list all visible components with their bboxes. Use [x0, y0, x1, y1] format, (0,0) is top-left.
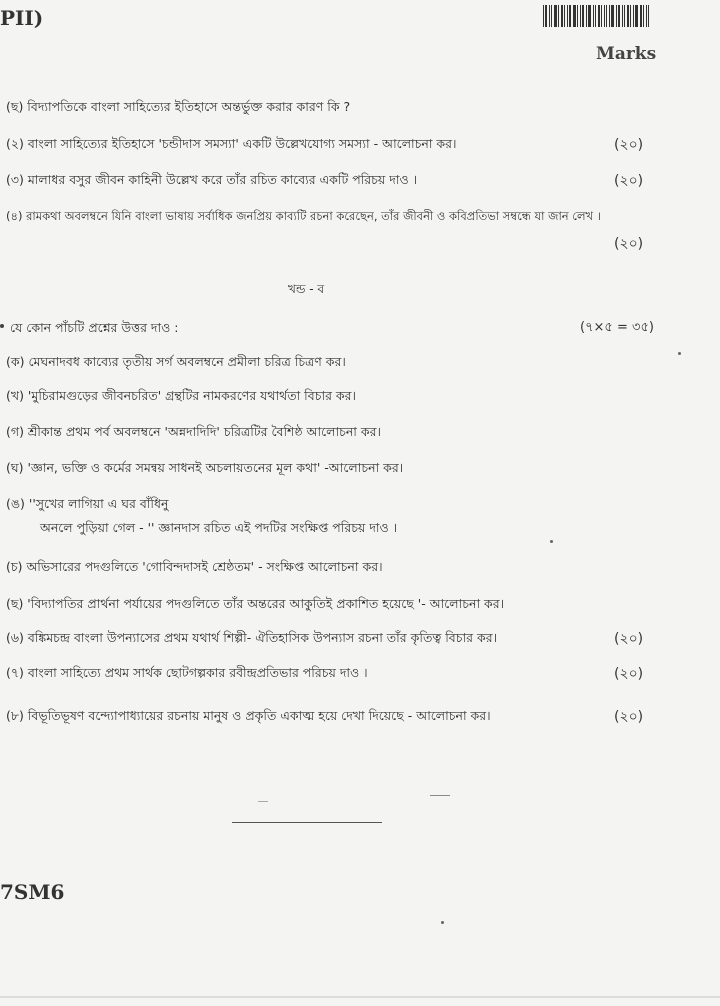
- barcode-stripe: [564, 5, 565, 27]
- question-kha: (খ) 'মুচিরামগুড়ের জীবনচরিত' গ্রন্থটির নামকরণের যথার্থতা বিচার কর।: [6, 388, 357, 403]
- marks-q7: (২০): [614, 666, 644, 682]
- barcode-stripe: [627, 5, 629, 27]
- barcode-stripe: [643, 5, 644, 27]
- barcode-stripe: [549, 5, 550, 27]
- question-6: (৬) বঙ্কিমচন্দ্র বাংলা উপন্যাসের প্রথম যথার্থ শিল্পী- ঐতিহাসিক উপন্যাস রচনা তাঁর কৃতিত্ব বিচার কর।: [6, 630, 498, 645]
- barcode-stripe: [616, 5, 617, 27]
- barcode-stripe: [606, 5, 607, 27]
- question-ga: (গ) শ্রীকান্ত প্রথম পর্ব অবলম্বনে 'অন্নদাদিদি' চরিত্রটির বৈশিষ্ঠ আলোচনা কর।: [6, 424, 381, 439]
- bullet-dot: [0, 324, 4, 328]
- marks-q4: (২০): [614, 236, 644, 252]
- question-gha: (ঘ) 'জ্ঞান, ভক্তি ও কর্মের সমন্বয় সাধনই অচলায়তনের মূল কথা' -আলোচনা কর।: [6, 460, 404, 475]
- barcode-stripe: [633, 5, 634, 27]
- barcode-stripe: [635, 5, 638, 27]
- barcode-icon: [543, 5, 650, 27]
- scan-dot: [550, 540, 553, 543]
- paper-code-footer: 7SM6: [0, 880, 65, 904]
- barcode-stripe: [622, 5, 623, 27]
- barcode-stripe: [640, 5, 642, 27]
- scan-dot: [678, 352, 681, 355]
- question-8: (৮) বিভূতিভূষণ বন্দ্যোপাধ্যায়ের রচনায় মানুষ ও প্রকৃতি একাত্ম হয়ে দেখা দিয়েছে - আলোচনা কর।: [6, 708, 491, 723]
- barcode-stripe: [577, 5, 578, 27]
- barcode-stripe: [648, 5, 649, 27]
- marks-label: Marks: [596, 44, 657, 64]
- barcode-stripe: [595, 5, 596, 27]
- barcode-stripe: [611, 5, 614, 27]
- barcode-stripe: [604, 5, 606, 27]
- section-b-marks: (৭×৫ = ৩৫): [580, 320, 654, 335]
- barcode-stripe: [630, 5, 631, 27]
- barcode-stripe: [586, 5, 587, 27]
- question-uma-line2: অনলে পুড়িয়া গেল - '' জ্ঞানদাস রচিত এই পদটির সংক্ষিপ্ত পরিচয় দাও ।: [40, 520, 398, 535]
- barcode-stripe: [624, 5, 625, 27]
- question-chha-b: (ছ) 'বিদ্যাপতির প্রার্থনা পর্যায়ের পদগুলিতে তাঁর অন্তরের আকুতিই প্রকাশিত হয়েছে '- আলোচনা কর।: [6, 596, 505, 611]
- question-4: (৪) রামকথা অবলম্বনে যিনি বাংলা ভাষায় সর্বাধিক জনপ্রিয় কাব্যটি রচনা করেছেন, তাঁর জীবনী ও কবিপ্রতিভা সম্বন্ধে যা জান লেখ ।: [6, 209, 601, 223]
- section-b-title: খন্ড - ব: [288, 282, 325, 296]
- page-edge: [0, 996, 720, 998]
- section-b-instruction: যে কোন পাঁচটি প্রশ্নের উত্তর দাও :: [10, 320, 179, 335]
- marks-q2: (২০): [614, 137, 644, 153]
- question-2: (২) বাংলা সাহিত্যের ইতিহাসে 'চন্ডীদাস সমস্যা' একটি উল্লেখযোগ্য সমস্যা - আলোচনা কর।: [6, 136, 457, 151]
- paper-code-header: PII): [0, 6, 44, 30]
- barcode-stripe: [543, 5, 544, 27]
- barcode-stripe: [598, 5, 600, 27]
- barcode-stripe: [558, 5, 559, 27]
- barcode-stripe: [582, 5, 584, 27]
- barcode-stripe: [601, 5, 602, 27]
- marks-q3: (২০): [614, 173, 644, 189]
- end-rule: [232, 822, 382, 823]
- question-chha: (ছ) বিদ্যাপতিকে বাংলা সাহিত্যের ইতিহাসে অন্তর্ভুক্ত করার কারণ কি ?: [6, 99, 351, 114]
- barcode-stripe: [551, 5, 552, 27]
- scan-dot: [441, 921, 444, 924]
- barcode-stripe: [554, 5, 557, 27]
- barcode-stripe: [569, 5, 571, 27]
- barcode-stripe: [580, 5, 581, 27]
- barcode-stripe: [593, 5, 594, 27]
- scan-mark-small: [258, 801, 268, 802]
- barcode-stripe: [609, 5, 610, 27]
- marks-q8: (২০): [614, 709, 644, 725]
- barcode-stripe: [545, 5, 547, 27]
- barcode-stripe: [588, 5, 591, 27]
- barcode-stripe: [561, 5, 563, 27]
- marks-q6: (২০): [614, 631, 644, 647]
- barcode-stripe: [573, 5, 576, 27]
- barcode-stripe: [646, 5, 647, 27]
- question-ka: (ক) মেঘনাদবধ কাব্যের তৃতীয় সর্গ অবলম্বনে প্রমীলা চরিত্র চিত্রণ কর।: [6, 354, 346, 369]
- scan-mark: [430, 795, 450, 796]
- barcode-stripe: [618, 5, 620, 27]
- question-uma-line1: (ঙ) ''সুখের লাগিয়া এ ঘর বাঁধিনু: [6, 496, 169, 511]
- question-3: (৩) মালাধর বসুর জীবন কাহিনী উল্লেখ করে তাঁর রচিত কাব্যের একটি পরিচয় দাও ।: [6, 172, 418, 187]
- barcode-stripe: [567, 5, 568, 27]
- question-7: (৭) বাংলা সাহিত্যে প্রথম সার্থক ছোটগল্পকার রবীন্দ্রপ্রতিভার পরিচয় দাও ।: [6, 665, 368, 680]
- question-cha: (চ) অভিসারের পদগুলিতে 'গোবিন্দদাসই শ্রেষ্ঠতম' - সংক্ষিপ্ত আলোচনা কর।: [6, 559, 383, 574]
